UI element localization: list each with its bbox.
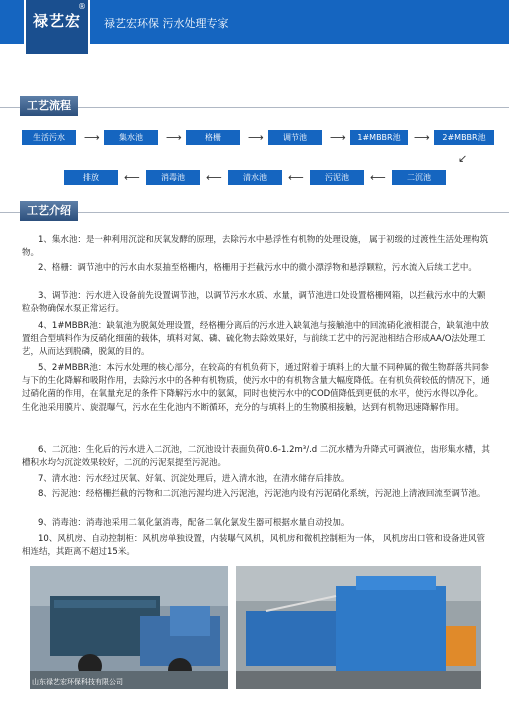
arrow-left-icon: ⟵ [370,171,386,184]
flow-step-raw-sewage: 生活污水 [22,130,76,145]
header-slogan: 禄艺宏环保 污水处理专家 [104,17,229,30]
flow-step-collection-tank: 集水池 [104,130,158,145]
paragraph-regulating-tank: 3、调节池：污水进入设备前先设置调节池，以调节污水水质、水量，调节池进口处设置格栅网箱，以拦截污水中的大颗粒杂物确保水泵正常运行。 [22,291,486,315]
flow-step-grille: 格栅 [186,130,240,145]
arrow-left-icon: ⟵ [288,171,304,184]
flow-step-mbbr1: 1#MBBR池 [350,130,408,145]
section-title-process: 工艺流程 [20,96,78,116]
arrow-down-left-icon: ↙ [458,152,468,165]
flow-step-sludge-tank: 污泥池 [310,170,364,185]
arrow-right-icon: ⟶ [248,131,264,144]
paragraph-mbbr2: 5、2#MBBR池：本污水处理的核心部分，在较高的有机负荷下，通过附着于填料上的大量不同种属的微生物群落共同参与下的生化降解和吸附作用，去除污水中的各种有机物质，使污水中的有机物含量大幅度降低。在有机负荷较低的情况下，通过硝化菌的作用，在氧量充足的条件下降解污水中的氨氮，同时也使污水中的COD值降低到更低的水平，使污水得以净化。生化池采用膜片、旋混曝气，污水在生化池内不断循环，充分的与填料上的生物膜相接触，达到有机物迅速降解作用。 [22,363,490,413]
paragraph-blower-room: 10、风机房、自动控制柜：风机房单独设置，内装曝气风机，风机房和微机控制柜为一体， 风机房出口管和设备进风管相连结，其距离不超过15米。 [22,534,486,558]
section-title-intro: 工艺介绍 [20,201,78,221]
arrow-right-icon: ⟶ [414,131,430,144]
flow-step-secondary-settling: 二沉池 [392,170,446,185]
paragraph-clear-water-tank: 7、清水池：污水经过厌氧、好氧、沉淀处理后，进入清水池，在清水储存后排放。 [38,474,350,484]
photo-treatment-tanks-graphic [236,566,481,689]
flow-step-clear-water-tank: 清水池 [228,170,282,185]
photo-equipment-workshop-graphic [30,566,228,689]
arrow-right-icon: ⟶ [166,131,182,144]
photo-treatment-tanks [236,566,481,689]
arrow-left-icon: ⟵ [206,171,222,184]
paragraph-mbbr1: 4、1#MBBR池：缺氧池为脱氮处理设置，经格栅分离后的污水进入缺氧池与接触池中的回流硝化液相混合，缺氧池中放置组合型填料作为反硝化细菌的载体，填料对氮、磷、硫化物去除效果好，与前续工艺中的污泥池相结合形成AA/O法处理工艺，从而达到脱磷，脱氮的目的。 [22,321,489,358]
flow-step-discharge: 排放 [64,170,118,185]
brand-logo [24,0,90,56]
paragraph-secondary-settling: 6、二沉池：生化后的污水进入二沉池，二沉池设计表面负荷0.6-1.2m³/.d 二沉水槽为升降式可调液位，齿形集水槽，其槽积水均匀沉淀效果较好，二沉的污泥泵提至污泥池。 [22,445,490,469]
logo-text: 禄艺宏 [32,12,81,30]
registered-icon: ® [78,2,86,11]
arrow-left-icon: ⟵ [124,171,140,184]
paragraph-collection-tank: 1、集水池：是一种利用沉淀和厌氧发酵的原理，去除污水中悬浮性有机物的处理设施， 属于初级的过渡性生活处理构筑物。 [22,235,489,259]
flow-step-disinfection-tank: 消毒池 [146,170,200,185]
paragraph-disinfection-tank: 9、消毒池：消毒池采用二氧化氯消毒，配备二氧化氯发生器可根据水量自动投加。 [38,518,350,528]
paragraph-sludge-tank: 8、污泥池：经格栅拦截的污物和二沉池污渥均进入污泥池，污泥池内设有污泥硝化系统，污泥池上清液回流至调节池。 [38,489,486,499]
photo-watermark: 山东禄艺宏环保科技有限公司 [32,678,123,686]
arrow-right-icon: ⟶ [330,131,346,144]
arrow-right-icon: ⟶ [84,131,100,144]
flow-step-mbbr2: 2#MBBR池 [434,130,494,145]
flow-step-regulating-tank: 调节池 [268,130,322,145]
photo-equipment-workshop [30,566,228,689]
paragraph-grille: 2、格栅：调节池中的污水由水泵抽至格栅内，格栅用于拦截污水中的微小漂浮物和悬浮颗粒，污水流入后续工艺中。 [38,263,477,273]
